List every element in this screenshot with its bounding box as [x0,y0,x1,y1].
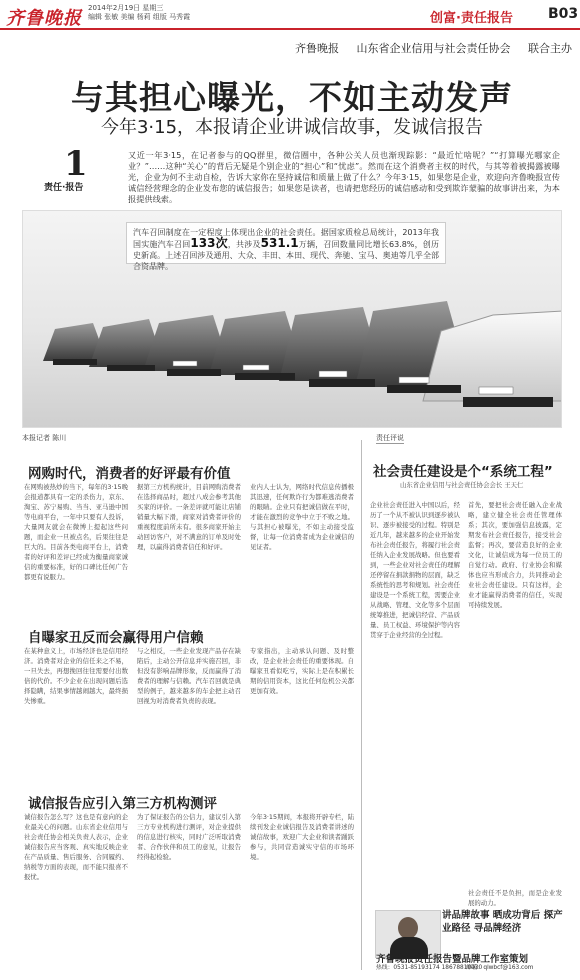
issue-staff: 编辑 张敏 美编 杨莉 组版 马秀霞 [88,13,191,21]
commentary-title: 社会责任建设是个“系统工程” [373,464,553,480]
badge-number: 1 [64,144,88,184]
partner-name: 山东省企业信用与社会责任协会 [356,42,511,55]
issue-date: 2014年2月19日 星期三 [88,4,164,12]
partner-name: 联合主办 [528,42,572,55]
issue-info [88,4,218,22]
page-number: B03 [548,6,579,22]
article-column: 在某种意义上，市场经济也是信用经济。消费者对企业的信任来之不易，一旦失去，再想挽回往往需要付出数倍的代价。不少企业在出现问题后选择隐瞒，结果事情越闹越大，最终损失惨重。 [24,647,128,705]
intro-paragraph: 又近一年3·15，在记者参与的QQ群里，微信圈中，各种公关人员也渐现踪影：“最近忙啥呢？”“打算曝光哪家企业？”……这种“关心”的背后无疑是个别企业的“担心”和“忧虑”。然而在这个消费者主权的时代，与其等着被揭露被曝光，企业为何不主动自检，告诉大家你在坚持诚信和质量上做了什么？今年3·15，如果您是企业，欢迎向齐鲁晚报宣传诚信经营理念的企业发布您的诚信报告；如果您是读者，也请把您经历的诚信感动和受到欺诈蒙骗的故事讲出来，为本报提供线索。 [128,150,560,204]
co-organizers [0,40,572,56]
subheadline: 今年3·15，本报请企业讲诚信故事，发诚信报告 [100,117,484,138]
photo-caption [126,222,446,271]
caption-middle: ，共涉及 [227,240,261,249]
hotline-phone: 热线：0531-85193174 18678810030 [376,965,483,971]
reporter-byline: 本报记者 陈川 [22,434,67,442]
hotline-studio: 齐鲁晚报责任报告暨品牌工作室策划 [376,954,529,965]
article-column: 为了保证报告的公信力，建议引入第三方专业机构进行测评，对企业提供的信息进行核实，同时广泛听取消费者、合作伙伴和员工的意见，让报告经得起检验。 [137,813,241,861]
caption-prefix: 汽车召回制度在一定程度上体现出企业的社会责任。据国家质检总局统计，2013年我国实施汽车召回 [133,228,439,249]
partner-name: 齐鲁晚报 [295,42,339,55]
article-column: 在网购被热炒的当下，每年的3·15晚会报道都具有一定的杀伤力，京东、淘宝、苏宁易购、当当、亚马逊中国等电商平台，一年中只要有人投诉，大量网友就会在微博上提起这些问题，而企业一旦被点名，后果往往是巨大的。目前各类电商平台上，消费者的好评和差评已经成为衡量商家诚信的重要标准，好的口碑比任何广告都更有说服力。 [24,483,128,581]
column-divider [361,440,362,970]
section-title: 网购时代，消费者的好评最有价值 [28,466,231,482]
article-column: 专家指出，主动承认问题、及时整改，是企业社会责任的重要体现。自曝家丑看似吃亏，实际上是在积累长期的信用资本，这比任何危机公关都更加有效。 [250,647,354,695]
newspaper-logo: 齐鲁晚报 [6,8,82,29]
article-column: 据第三方机构统计，目前网购消费者在选择商品时，超过八成会参考其他买家的评价。一条差评就可能让店铺销量大幅下滑，商家对消费者评价的重视程度前所未有。很多商家开始主动回访客户，对不满意的订单及时处理，以赢得消费者信任和好评。 [137,483,241,551]
hotline-email[interactable]: 邮箱：qlwbcf@163.com [466,965,534,971]
caption-recalls: 133次 [190,236,228,250]
article-column: 与之相反，一些企业发现产品存在缺陷后，主动公开信息并实施召回，非但没有影响品牌形象，反而赢得了消费者的理解与信赖。汽车召回就是典型的例子，越来越多的车企把主动召回视为对消费者负责的表现。 [137,647,241,705]
column-label: 责任评说 [376,434,404,442]
headline: 与其担心曝光，不如主动发声 [71,78,513,117]
commentary-column: 首先，要把社会责任融入企业战略，建立健全社会责任管理体系；其次，要加强信息披露，定期发布社会责任报告，接受社会监督；再次，要营造良好的企业文化，让诚信成为每一位员工的自觉行动。政府、行业协会和媒体也应当形成合力，共同推动企业社会责任建设。只有这样，企业才能赢得消费者的信任，实现可持续发展。 [468,501,562,609]
article-column: 业内人士认为，网络时代信息传播极其迅速，任何欺诈行为都难逃消费者的眼睛。企业只有把诚信做在平时，才能在激烈的竞争中立于不败之地。与其担心被曝光，不如主动接受监督，让每一位消费者成为企业诚信的见证者。 [250,483,354,551]
badge-label: 责任·报告 [44,183,84,193]
caption-vehicles: 531.1 [260,236,299,250]
section-name: 创富·责任报告 [430,11,513,26]
caption-suffix: 万辆，召回数量同比增长63.8%，创历史新高。上述召回涉及通用、大众、丰田、本田、现代、奔驰、宝马、奥迪等几乎全部合资品牌。 [133,240,439,271]
section-title: 自曝家丑反而会赢得用户信赖 [28,630,204,646]
column-badge [36,144,120,198]
article-column: 今年3·15期间，本报将开辟专栏，陆续刊发企业诚信报告及消费者讲述的诚信故事，欢迎广大企业和读者踊跃参与，共同营造诚实守信的市场环境。 [250,813,354,861]
hotline-slogan: 讲品牌故事 晒成功背后 探产业路径 寻品牌经济 [442,910,563,934]
editor-head-shape [398,917,418,939]
commentary-closing: 社会责任不是负担，而是企业发展的动力。 [468,889,562,907]
section-title: 诚信报告应引入第三方机构测评 [28,796,217,812]
article-column: 诚信报告怎么写？这也是有意向的企业最关心的问题。山东省企业信用与社会责任协会相关负责人表示，企业诚信报告应当客观、真实地反映企业在产品质量、售后服务、合同履约、纳税等方面的表现，而不能只报喜不报忧。 [24,813,128,881]
commentary-byline: 山东省企业信用与社会责任协会会长 王天仁 [400,481,524,489]
commentary-column: 企业社会责任进入中国以后，经历了一个从不被认识到逐步被认识、逐步被接受的过程。特别是近几年，越来越多的企业开始发布社会责任报告，将履行社会责任纳入企业发展战略。但也要看到，一些企业对社会责任的理解还停留在捐款捐物的层面，缺乏系统性的思考和规划。社会责任建设是一个系统工程，需要企业从战略、管理、文化等多个层面统筹推进，把诚信经营、产品质量、员工权益、环境保护等内容贯穿于企业经营的全过程。 [370,501,460,639]
